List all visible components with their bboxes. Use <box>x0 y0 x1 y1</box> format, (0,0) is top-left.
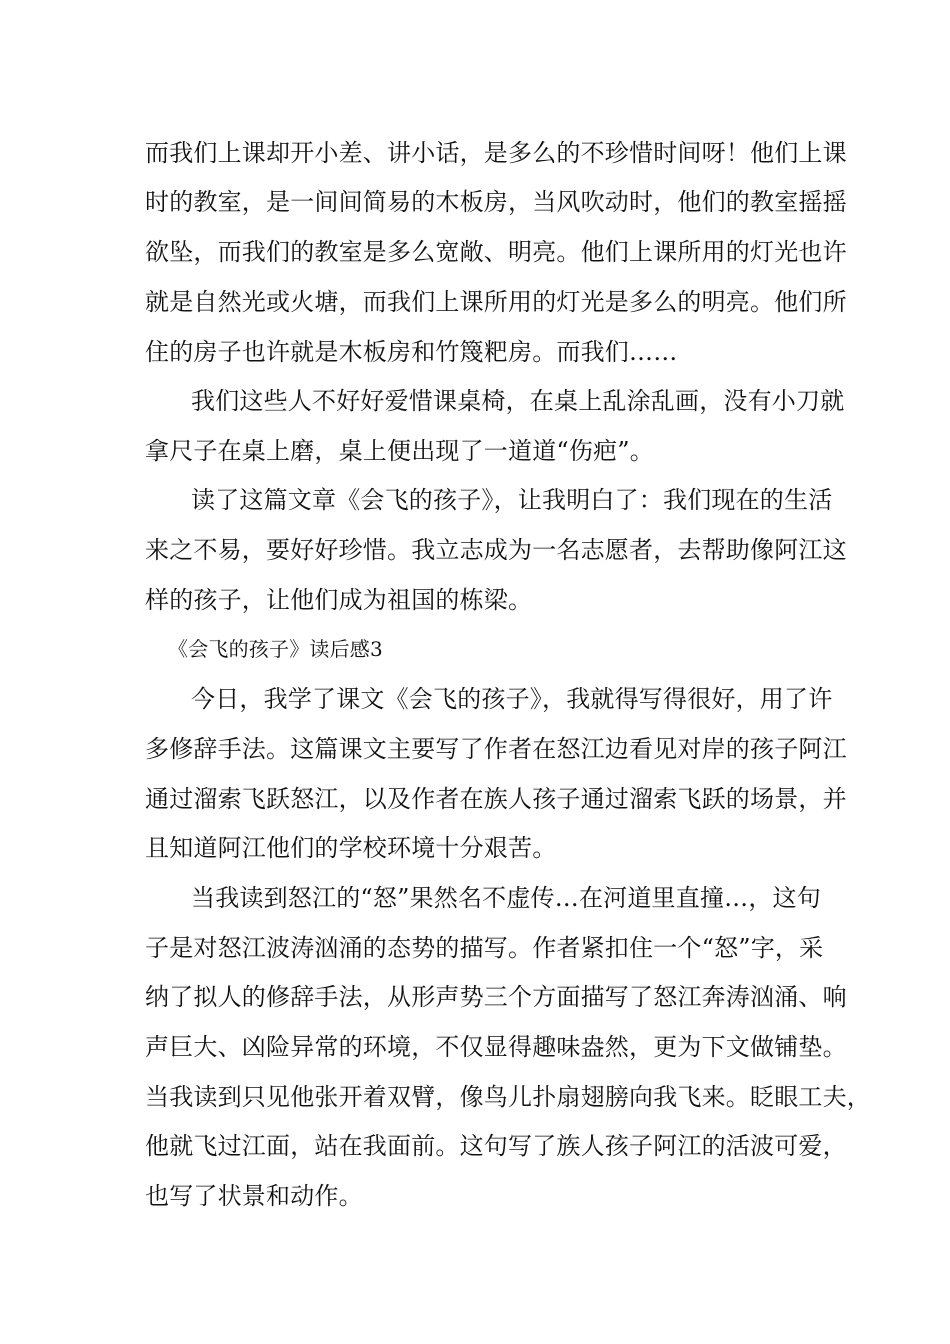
text-line: 来之不易，要好好珍惜。我立志成为一名志愿者，去帮助像阿江这 <box>145 536 847 564</box>
text-line: 当我读到只见他张开着双臂，像鸟儿扑扇翅膀向我飞来。眨眼工夫， <box>145 1083 871 1111</box>
text-line: 他就飞过江面，站在我面前。这句写了族人孩子阿江的活波可爱， <box>145 1132 847 1160</box>
text-line: 纳了拟人的修辞手法，从形声势三个方面描写了怒江奔涛汹涌、响 <box>145 983 847 1011</box>
text-line: 拿尺子在桌上磨，桌上便出现了一道道“伤疤”。 <box>145 437 654 465</box>
text-line: 多修辞手法。这篇课文主要写了作者在怒江边看见对岸的孩子阿江 <box>145 735 847 763</box>
text-line: 通过溜索飞跃怒江，以及作者在族人孩子通过溜索飞跃的场景，并 <box>145 785 847 813</box>
text-line: 时的教室，是一间间简易的木板房，当风吹动时，他们的教室摇摇 <box>145 188 847 216</box>
text-line: 且知道阿江他们的学校环境十分艰苦。 <box>145 834 557 862</box>
text-line: 而我们上课却开小差、讲小话，是多么的不珍惜时间呀！他们上课 <box>145 139 847 167</box>
text-line: 也写了状景和动作。 <box>145 1182 363 1210</box>
text-line: 子是对怒江波涛汹涌的态势的描写。作者紧扣住一个“怒”字，采 <box>145 934 824 962</box>
section-heading: 《会飞的孩子》读后感3 <box>168 637 383 661</box>
text-line: 今日，我学了课文《会飞的孩子》，我就得写得很好，用了许 <box>191 685 833 713</box>
text-line: 读了这篇文章《会飞的孩子》，让我明白了：我们现在的生活 <box>191 486 833 514</box>
text-line: 欲坠，而我们的教室是多么宽敞、明亮。他们上课所用的灯光也许 <box>145 238 847 266</box>
text-line: 样的孩子，让他们成为祖国的栋梁。 <box>145 586 533 614</box>
text-line: 住的房子也许就是木板房和竹篾粑房。而我们…… <box>145 338 678 366</box>
text-line: 就是自然光或火塘，而我们上课所用的灯光是多么的明亮。他们所 <box>145 288 847 316</box>
text-line: 我们这些人不好好爱惜课桌椅，在桌上乱涂乱画，没有小刀就 <box>191 387 845 415</box>
text-line: 当我读到怒江的“怒”果然名不虚传…在河道里直撞…，这句 <box>191 884 821 912</box>
text-line: 声巨大、凶险异常的环境，不仅显得趣味盎然，更为下文做铺垫。 <box>145 1033 847 1061</box>
